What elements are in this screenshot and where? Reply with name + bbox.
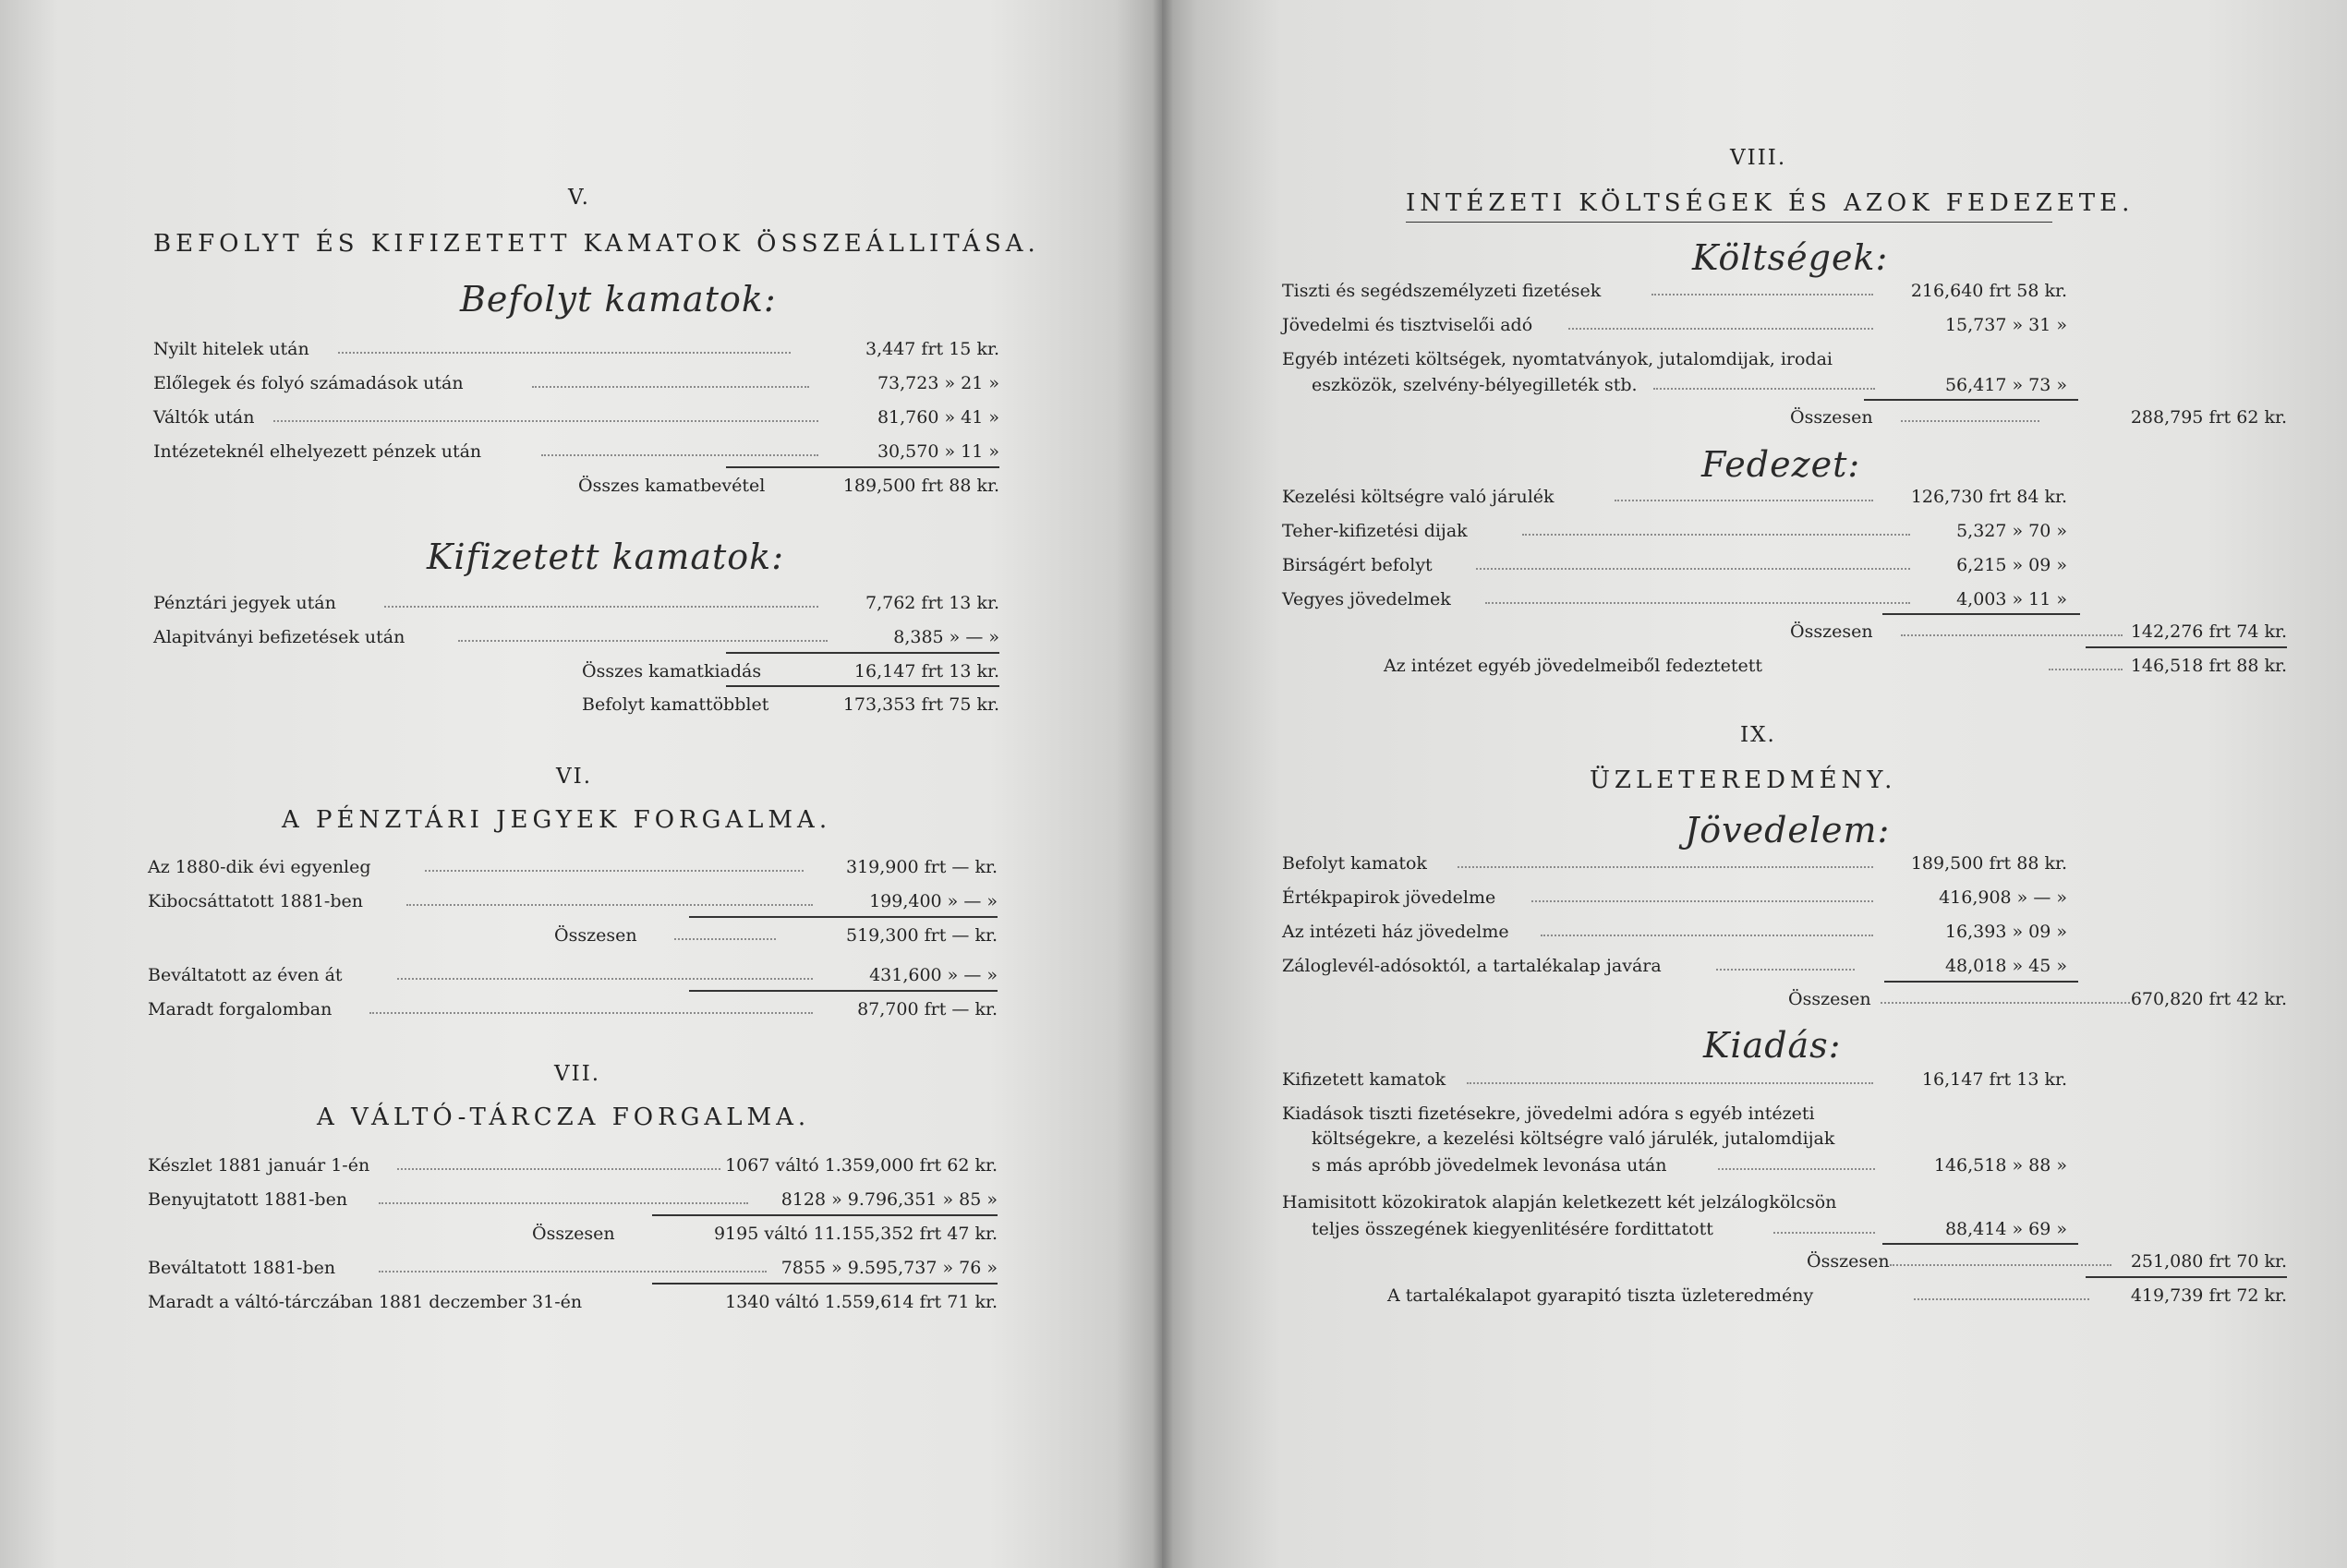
title-underline (1406, 222, 2052, 223)
sum-rule (726, 685, 999, 687)
row-label: Befolyt kamatok (1282, 853, 1427, 874)
leader-dots (1615, 500, 1873, 501)
row-label: Befolyt kamattöbblet (582, 694, 769, 715)
row-value: 3,447 frt 15 kr. (865, 339, 999, 359)
row-label: Összesen (554, 925, 637, 946)
leader-dots (1467, 1082, 1873, 1084)
row-value: 416,908 » — » (1939, 887, 2067, 908)
leader-dots (541, 454, 818, 456)
leader-dots (406, 904, 813, 906)
row-value: 419,739 frt 72 kr. (2130, 1285, 2287, 1306)
section-title-vii: A VÁLTÓ-TÁRCZA FORGALMA. (317, 1104, 811, 1131)
leader-dots (338, 352, 791, 354)
row-label: A tartalékalapot gyarapitó tiszta üzleteredmény (1387, 1285, 1814, 1306)
leader-dots (1653, 388, 1875, 390)
row-value: 189,500 frt 88 kr. (1910, 853, 2067, 874)
section-title-viii: INTÉZETI KÖLTSÉGEK ÉS AZOK FEDEZETE. (1406, 189, 2135, 217)
row-label: Beváltatott az éven át (148, 965, 343, 985)
subheading-jovedelem: Jövedelem: (1685, 810, 1891, 850)
row-label: Nyilt hitelek után (153, 339, 309, 359)
row-value: 87,700 frt — kr. (857, 999, 998, 1019)
row-value: 7,762 frt 13 kr. (865, 593, 999, 613)
leader-dots (273, 420, 818, 422)
row-label: Összesen (1807, 1251, 1890, 1272)
section-number-vii: VII. (554, 1062, 601, 1086)
row-label: Készlet 1881 január 1-én (148, 1155, 370, 1176)
row-label: Egyéb intézeti költségek, nyomtatványok, jutalomdijak, irodai (1282, 349, 1833, 369)
subheading-befolyt-kamatok: Befolyt kamatok: (460, 279, 777, 320)
row-label: Vegyes jövedelmek (1282, 589, 1451, 609)
leader-dots (379, 1202, 748, 1204)
leader-dots (1476, 568, 1910, 570)
section-title-v: BEFOLYT ÉS KIFIZETETT KAMATOK ÖSSZEÁLLITÁSA. (153, 230, 1040, 258)
leader-dots (397, 978, 813, 980)
leader-dots (1901, 634, 2123, 636)
sum-rule (1884, 981, 2078, 983)
leader-dots (1901, 420, 2039, 422)
leader-dots (458, 640, 828, 642)
row-value: 6,215 » 09 » (1956, 555, 2067, 575)
leader-dots (397, 1168, 720, 1170)
row-value: 251,080 frt 70 kr. (2130, 1251, 2287, 1272)
row-label: Jövedelmi és tisztviselői adó (1282, 315, 1533, 335)
row-value: 189,500 frt 88 kr. (842, 476, 999, 496)
row-value: 146,518 frt 88 kr. (2130, 656, 2287, 676)
row-label: Benyujtatott 1881-ben (148, 1189, 348, 1210)
row-value: 319,900 frt — kr. (846, 857, 998, 877)
subheading-fedezet: Fedezet: (1701, 444, 1861, 485)
leader-dots (1890, 1264, 2111, 1266)
row-label: Teher-kifizetési dijak (1282, 521, 1468, 541)
row-label: Váltók után (153, 407, 255, 428)
row-value: 73,723 » 21 » (877, 373, 999, 393)
row-label: Maradt a váltó-tárczában 1881 deczember 31-én (148, 1292, 583, 1312)
row-label: Az 1880-dik évi egyenleg (148, 857, 371, 877)
sum-rule (726, 652, 999, 654)
leader-dots (1716, 969, 1855, 971)
row-value: 9195 váltó 11.155,352 frt 47 kr. (713, 1224, 998, 1244)
row-value: 431,600 » — » (869, 965, 998, 985)
sum-rule (652, 1283, 998, 1285)
sum-rule (2086, 1276, 2287, 1278)
row-value: 8,385 » — » (893, 627, 999, 647)
row-value: 8128 » 9.796,351 » 85 » (780, 1189, 998, 1210)
row-label: Összes kamatbevétel (578, 476, 766, 496)
leader-dots (1568, 328, 1873, 330)
sum-rule (1882, 1243, 2078, 1245)
leader-dots (1458, 866, 1873, 868)
row-label: Összesen (1788, 989, 1871, 1009)
section-number-v: V. (568, 186, 590, 210)
row-label: Értékpapirok jövedelme (1282, 887, 1496, 908)
row-label: teljes összegének kiegyenlitésére fordittatott (1312, 1219, 1713, 1239)
row-value: 216,640 frt 58 kr. (1910, 281, 2067, 301)
leader-dots (369, 1012, 813, 1014)
row-label: Kifizetett kamatok (1282, 1069, 1446, 1090)
leader-dots (1522, 534, 1910, 536)
row-value: 30,570 » 11 » (877, 441, 999, 462)
row-label: Beváltatott 1881-ben (148, 1258, 336, 1278)
row-label: Alapitványi befizetések után (153, 627, 405, 647)
row-value: 15,737 » 31 » (1944, 315, 2067, 335)
row-label: Tiszti és segédszemélyzeti fizetések (1282, 281, 1602, 301)
row-label: Záloglevél-adósoktól, a tartalékalap javára (1282, 956, 1662, 976)
sum-rule (726, 466, 999, 468)
leader-dots (2049, 669, 2123, 670)
row-label: Kiadások tiszti fizetésekre, jövedelmi adóra s egyéb intézeti (1282, 1104, 1815, 1124)
section-number-vi: VI. (556, 765, 593, 789)
row-label: eszközök, szelvény-bélyegilleték stb. (1312, 375, 1638, 395)
leader-dots (1485, 602, 1910, 604)
leader-dots (674, 938, 776, 940)
row-label: Az intézeti ház jövedelme (1282, 922, 1509, 942)
row-value: 1340 váltó 1.559,614 frt 71 kr. (725, 1292, 998, 1312)
row-label: Maradt forgalomban (148, 999, 333, 1019)
leader-dots (1773, 1232, 1875, 1234)
sum-rule (652, 1214, 998, 1216)
row-value: 16,147 frt 13 kr. (853, 661, 999, 681)
row-label: Birságért befolyt (1282, 555, 1433, 575)
row-value: 146,518 » 88 » (1933, 1155, 2067, 1176)
leader-dots (532, 386, 809, 388)
leader-dots (1531, 900, 1873, 902)
section-number-viii: VIII. (1730, 146, 1787, 170)
leader-dots (384, 606, 818, 608)
row-value: 173,353 frt 75 kr. (842, 694, 999, 715)
row-value: 7855 » 9.595,737 » 76 » (780, 1258, 998, 1278)
section-number-ix: IX. (1740, 723, 1776, 747)
section-title-vi: A PÉNZTÁRI JEGYEK FORGALMA. (282, 806, 832, 834)
row-label: Összesen (1790, 621, 1873, 642)
sum-rule (2086, 646, 2287, 648)
sum-rule (1882, 613, 2080, 615)
leader-dots (1718, 1168, 1875, 1170)
row-value: 126,730 frt 84 kr. (1910, 487, 2067, 507)
sum-rule (689, 990, 998, 992)
row-value: 56,417 » 73 » (1944, 375, 2067, 395)
row-value: 16,393 » 09 » (1944, 922, 2067, 942)
right-page (1162, 0, 2347, 1568)
subheading-koltsegek: Költségek: (1692, 237, 1889, 278)
leader-dots (1881, 1002, 2130, 1004)
sum-rule (1864, 399, 2078, 401)
row-value: 142,276 frt 74 kr. (2130, 621, 2287, 642)
row-value: 88,414 » 69 » (1944, 1219, 2067, 1239)
row-value: 48,018 » 45 » (1944, 956, 2067, 976)
leader-dots (1914, 1298, 2089, 1300)
section-title-ix: ÜZLETEREDMÉNY. (1590, 766, 1897, 794)
leader-dots (1651, 294, 1873, 296)
row-label: Kibocsáttatott 1881-ben (148, 891, 363, 911)
row-label: s más apróbb jövedelmek levonása után (1312, 1155, 1667, 1176)
leader-dots (425, 870, 804, 872)
row-value: 5,327 » 70 » (1956, 521, 2067, 541)
row-label: költségekre, a kezelési költségre való járulék, jutalomdijak (1312, 1128, 1835, 1149)
row-value: 1067 váltó 1.359,000 frt 62 kr. (725, 1155, 998, 1176)
row-value: 670,820 frt 42 kr. (2130, 989, 2287, 1009)
sum-rule (689, 916, 998, 918)
leader-dots (379, 1271, 767, 1272)
left-page (0, 0, 1162, 1568)
row-label: Pénztári jegyek után (153, 593, 336, 613)
subheading-kifizetett-kamatok: Kifizetett kamatok: (427, 537, 784, 577)
row-label: Összes kamatkiadás (582, 661, 762, 681)
row-value: 288,795 frt 62 kr. (2130, 407, 2287, 428)
row-label: Az intézet egyéb jövedelmeiből fedeztetett (1384, 656, 1763, 676)
row-label: Összesen (1790, 407, 1873, 428)
row-value: 519,300 frt — kr. (846, 925, 998, 946)
row-label: Intézeteknél elhelyezett pénzek után (153, 441, 482, 462)
row-value: 199,400 » — » (869, 891, 998, 911)
row-label: Előlegek és folyó számadások után (153, 373, 464, 393)
subheading-kiadas: Kiadás: (1703, 1025, 1842, 1066)
book-spine (1153, 0, 1173, 1568)
row-label: Összesen (532, 1224, 615, 1244)
row-value: 4,003 » 11 » (1956, 589, 2067, 609)
leader-dots (1541, 935, 1873, 936)
row-value: 16,147 frt 13 kr. (1921, 1069, 2067, 1090)
row-label: Hamisitott közokiratok alapján keletkezett két jelzálogkölcsön (1282, 1192, 1837, 1212)
row-label: Kezelési költségre való járulék (1282, 487, 1555, 507)
row-value: 81,760 » 41 » (877, 407, 999, 428)
